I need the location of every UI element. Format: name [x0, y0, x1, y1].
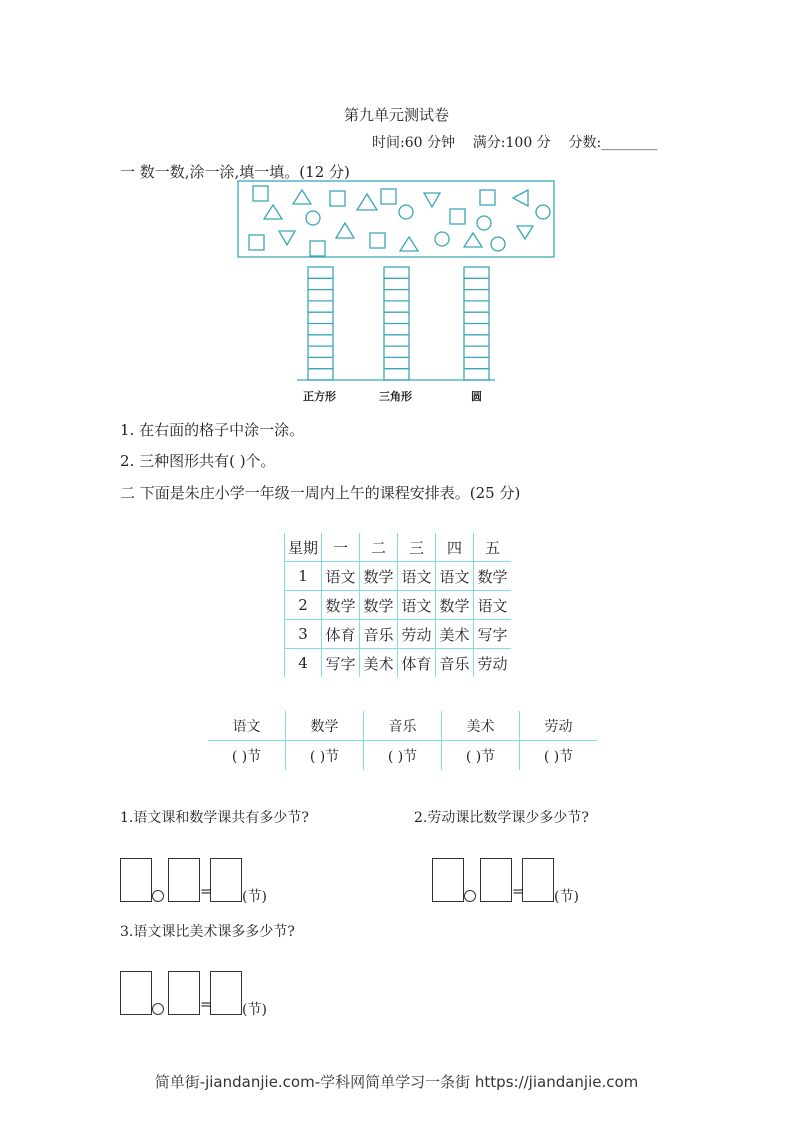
table-cell: 语文 — [398, 562, 436, 591]
label-circle: 圆 — [471, 390, 482, 403]
table-cell: 劳动 — [398, 620, 436, 649]
answer-box[interactable] — [168, 858, 200, 902]
operator-circle[interactable] — [152, 890, 164, 902]
section2-heading: 二 下面是朱庄小学一年级一周内上午的课程安排表。(25 分) — [120, 484, 521, 502]
answer-box[interactable] — [120, 858, 152, 902]
table-cell: 写字 — [474, 620, 512, 649]
table-cell: 美术 — [436, 620, 474, 649]
table-row — [285, 562, 512, 591]
question-1-1: 1. 在右面的格子中涂一涂。 — [120, 421, 305, 439]
count-blank[interactable]: ( )节 — [520, 741, 598, 771]
subject-header: 音乐 — [364, 711, 442, 741]
table-cell: 语文 — [322, 562, 360, 591]
equals-sign: = — [512, 884, 524, 900]
subject-header: 数学 — [286, 711, 364, 741]
answer-box[interactable] — [210, 858, 242, 902]
table-cell: 劳动 — [474, 649, 512, 678]
answer-box[interactable] — [120, 971, 152, 1015]
table-row — [285, 591, 512, 620]
question-1-2: 2. 三种图形共有( )个。 — [120, 452, 276, 470]
label-square: 正方形 — [303, 390, 336, 403]
table-cell: 4 — [285, 649, 322, 678]
header-cell: 三 — [398, 533, 436, 562]
table-cell: 语文 — [436, 562, 474, 591]
table-row — [285, 649, 512, 678]
header-cell: 星期 — [285, 533, 322, 562]
header-cell: 四 — [436, 533, 474, 562]
table-cell: 体育 — [322, 620, 360, 649]
table-cell: 数学 — [360, 562, 398, 591]
operator-circle[interactable] — [152, 1003, 164, 1015]
label-triangle: 三角形 — [379, 390, 412, 403]
table-cell: 数学 — [474, 562, 512, 591]
table-cell: 数学 — [322, 591, 360, 620]
count-table — [208, 711, 597, 770]
answer-box[interactable] — [210, 971, 242, 1015]
full-score: 满分:100 分 — [472, 135, 551, 151]
table-cell: 数学 — [436, 591, 474, 620]
ladders — [308, 267, 489, 380]
score-field: 分数:________ — [568, 135, 658, 151]
header-cell: 二 — [360, 533, 398, 562]
subject-header: 美术 — [442, 711, 520, 741]
count-blank[interactable]: ( )节 — [231, 748, 262, 765]
footer-watermark: 简单街-jiandanjie.com-学科网简单学习一条街 https://jiandanjie.com — [154, 1073, 639, 1091]
question-2-1: 1.语文课和数学课共有多少节? — [120, 810, 309, 826]
shapes-figure — [0, 0, 793, 420]
operator-circle[interactable] — [464, 890, 476, 902]
page-title: 第九单元测试卷 — [343, 106, 449, 124]
table-cell: 3 — [285, 620, 322, 649]
table-cell: 语文 — [474, 591, 512, 620]
answer-box[interactable] — [168, 971, 200, 1015]
table-cell: 1 — [285, 562, 322, 591]
answer-box[interactable] — [432, 858, 464, 902]
count-blank[interactable]: ( )节 — [286, 741, 364, 771]
subject-header: 语文 — [208, 711, 286, 741]
answer-box[interactable] — [480, 858, 512, 902]
table-cell: 音乐 — [360, 620, 398, 649]
unit-label: (节) — [554, 889, 579, 905]
count-blank[interactable]: ( )节 — [364, 741, 442, 771]
table-cell: 音乐 — [436, 649, 474, 678]
unit-label: (节) — [242, 889, 267, 905]
equals-sign: = — [200, 884, 212, 900]
table-cell: 体育 — [398, 649, 436, 678]
time-limit: 时间:60 分钟 — [372, 135, 455, 151]
header-cell: 一 — [322, 533, 360, 562]
table-cell: 美术 — [360, 649, 398, 678]
section1-heading: 一 数一数,涂一涂,填一填。(12 分) — [120, 163, 350, 181]
schedule-table — [284, 533, 511, 677]
unit-label: (节) — [242, 1002, 267, 1018]
subject-header: 劳动 — [520, 711, 598, 741]
schedule-header-row — [285, 533, 512, 562]
table-row — [285, 620, 512, 649]
table-cell: 数学 — [360, 591, 398, 620]
count-blank[interactable]: ( )节 — [442, 741, 520, 771]
answer-box[interactable] — [522, 858, 554, 902]
table-cell: 语文 — [398, 591, 436, 620]
question-2-2: 2.劳动课比数学课少多少节? — [414, 810, 589, 826]
table-cell: 2 — [285, 591, 322, 620]
triangles — [264, 190, 533, 251]
squares — [249, 186, 495, 256]
question-2-3: 3.语文课比美术课多多少节? — [120, 924, 295, 940]
header-cell: 五 — [474, 533, 512, 562]
equals-sign: = — [200, 997, 212, 1013]
table-cell: 写字 — [322, 649, 360, 678]
